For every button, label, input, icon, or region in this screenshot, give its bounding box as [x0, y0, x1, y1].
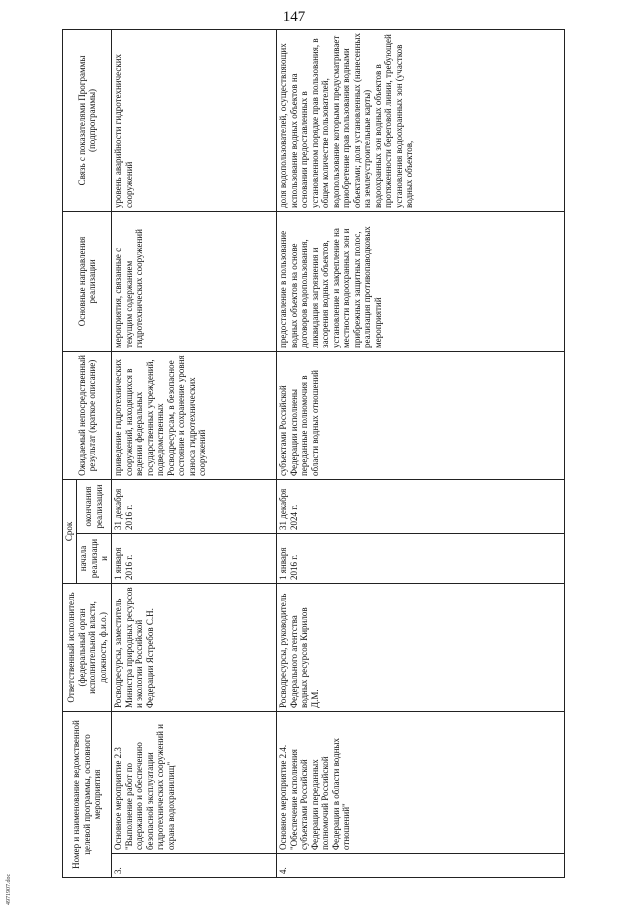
result-cell: субъектами Российской Федерации исполнены переданные полномочия в области водных отношений [277, 351, 565, 479]
end-date: 31 декабря 2024 г. [277, 479, 565, 533]
header-directions: Основные направления реализации [63, 211, 112, 351]
directions-cell: предоставление в пользование водных объектов на основе договоров водопользования, ликвидация загрязнения и засорения водных объектов, установление и закрепление на местности водоохранных зон и прибрежных защитных полос, реализация противопаводковых мероприятий [277, 211, 565, 351]
header-term: Срок [63, 479, 77, 583]
header-row [63, 29, 77, 877]
link-cell: уровень аварийности гидротехнических сооружений [112, 29, 277, 211]
header-result: Ожидаемый непосредственный результат (краткое описание) [63, 351, 112, 479]
rotated-table-container [62, 30, 610, 878]
measures-table [62, 29, 565, 878]
result-cell: приведение гидротехнических сооружений, находящихся в ведении федеральных государственных учреждений, подведомственных Росводресурсам, в безопасное состояние и сохранение уровня износа гидротехнических сооружений [112, 351, 277, 479]
table-row [112, 29, 277, 877]
header-link: Связь с показателями Программы (подпрограммы) [63, 29, 112, 211]
table-row [277, 29, 565, 877]
start-date: 1 января 2016 г. [277, 533, 565, 583]
measure-name: Основное мероприятие 2.3 "Выполнение работ по содержанию и обеспечению безопасной эксплуатации гидротехнических сооружений и охрана водохранилищ" [112, 711, 277, 853]
executor-cell: Росводресурсы, руководитель Федерального агентства водных ресурсов Кирилов Д.М. [277, 583, 565, 711]
row-number: 4. [277, 854, 565, 878]
header-start: начала реализации [76, 533, 112, 583]
header-end: окончания реализации [76, 479, 112, 533]
start-date: 1 января 2016 г. [112, 533, 277, 583]
directions-cell: мероприятия, связанные с текущим содержанием гидротехнических сооружений [112, 211, 277, 351]
link-cell: доля водопользователей, осуществляющих использование водных объектов на основании предоставленных в установленном порядке прав пользования, в общем количестве пользователей, водопользование которыми предусматривает приобретение прав пользования водными объектами; доля установленных (нанесенных на землеустроительные карты) водоохранных зон водных объектов в протяженности береговой линии, требующей установления водоохранных зон (участков водных объектов, [277, 29, 565, 211]
header-executor: Ответственный исполнитель (федеральный орган исполнительной власти, должность, ф.и.о.) [63, 583, 112, 711]
row-number: 3. [112, 854, 277, 878]
file-name-footer: 4971907.doc [6, 873, 12, 905]
measure-name: Основное мероприятие 2.4. "Обеспечение исполнения субъектами Российской Федерации переданных полномочий Российской Федерации в области водных отношений" [277, 711, 565, 853]
executor-cell: Росводресурсы, заместитель Министра природных ресурсов и экологии Российской Федерации Ястребов С.Н. [112, 583, 277, 711]
header-num-name: Номер и наименование ведомственной целевой программы, основного мероприятия [63, 711, 112, 877]
end-date: 31 декабря 2016 г. [112, 479, 277, 533]
page-number: 147 [282, 9, 306, 25]
